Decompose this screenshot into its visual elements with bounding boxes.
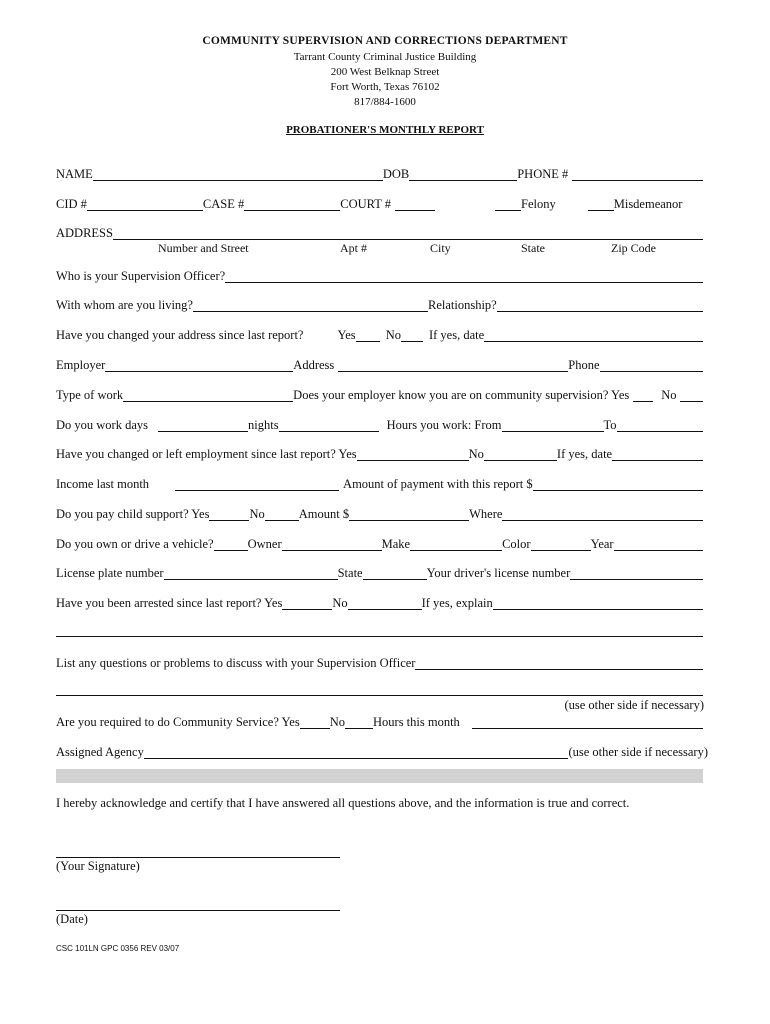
arrested-no-field[interactable] [348,596,422,610]
child-support-row [56,505,703,521]
assigned-agency-row [56,743,708,759]
changed-employment-row [56,445,703,461]
arrested-explain-field[interactable] [493,596,703,610]
make-label: Make [381,537,411,551]
payment-field[interactable] [533,477,703,491]
phone-field[interactable] [572,167,703,181]
department-title: COMMUNITY SUPERVISION AND CORRECTIONS DEPARTMENT [202,35,568,47]
phone-label: PHONE # [517,167,569,181]
work-days-row [56,416,703,432]
date-label: (Date) [56,912,88,926]
changed-address-yes-label: Yes [337,328,356,342]
license-plate-field[interactable] [164,566,338,580]
income-label: Income last month [56,477,150,491]
city-state-zip: Fort Worth, Texas 76102 [330,81,440,93]
signature-label: (Your Signature) [56,859,140,873]
owner-field[interactable] [282,537,382,551]
use-other-side-note: (use other side if necessary) [564,698,704,712]
relationship-label: Relationship? [427,298,497,312]
living-with-label: With whom are you living? [56,298,193,312]
felony-label: Felony [521,197,556,211]
city-caption: City [430,241,451,255]
arrested-label: Have you been arrested since last report? Yes [56,596,283,610]
payment-label: Amount of payment with this report $ [343,477,533,491]
income-row [56,475,703,491]
child-support-yes-field[interactable] [209,507,249,521]
changed-address-yes-field[interactable] [356,328,380,342]
dob-label: DOB [382,167,410,181]
child-support-where-label: Where [469,507,503,521]
signature-line[interactable] [56,857,340,858]
color-field[interactable] [531,537,591,551]
arrested-row [56,594,703,610]
misdemeanor-checkbox[interactable] [588,197,614,211]
drivers-license-field[interactable] [570,566,703,580]
vehicle-row [56,535,703,551]
community-service-label: Are you required to do Community Service? Yes [56,715,300,729]
questions-row [56,654,703,670]
employer-address-label: Address [293,358,335,372]
name-field[interactable] [93,167,383,181]
state-caption: State [521,241,545,255]
employer-field[interactable] [105,358,293,372]
hours-to-label: To [603,418,617,432]
employer-row [56,356,703,372]
supervision-officer-label: Who is your Supervision Officer? [56,269,226,283]
nights-label: nights [248,418,279,432]
address-field[interactable] [113,226,703,240]
plate-state-label: State [337,566,363,580]
supervision-officer-field[interactable] [225,269,703,283]
license-plate-label: License plate number [56,566,164,580]
make-field[interactable] [410,537,502,551]
supervision-officer-row [56,267,703,283]
hours-month-label: Hours this month [373,715,460,729]
vehicle-label: Do you own or drive a vehicle? [56,537,214,551]
employer-know-no-label: No [661,388,677,402]
misdemeanor-label: Misdemeanor [613,197,683,211]
changed-address-no-field[interactable] [401,328,423,342]
license-plate-row [56,564,703,580]
number-street-caption: Number and Street [158,241,249,255]
changed-address-date-label: If yes, date [428,328,485,342]
community-service-no-field[interactable] [345,715,373,729]
name-row [56,165,703,181]
community-service-row [56,713,703,729]
income-field[interactable] [175,477,339,491]
type-of-work-label: Type of work [56,388,124,402]
cid-label: CID # [56,197,87,211]
year-field[interactable] [614,537,703,551]
living-with-field[interactable] [193,298,428,312]
hours-from-field[interactable] [502,418,604,432]
hours-to-field[interactable] [617,418,703,432]
child-support-where-field[interactable] [502,507,703,521]
court-label: COURT # [340,197,391,211]
arrested-no-label: No [332,596,348,610]
court-field[interactable] [395,197,435,211]
assigned-agency-field[interactable] [144,745,569,759]
dob-field[interactable] [409,167,517,181]
work-days-field[interactable] [158,418,248,432]
color-label: Color [502,537,531,551]
work-days-label: Do you work days [56,418,149,432]
zip-caption: Zip Code [611,241,656,255]
employer-phone-label: Phone [568,358,600,372]
cid-field[interactable] [87,197,203,211]
hours-month-field[interactable] [472,715,703,729]
questions-label: List any questions or problems to discuss with your Supervision Officer [56,656,416,670]
child-support-amount-field[interactable] [349,507,469,521]
community-service-no-label: No [329,715,345,729]
year-label: Year [590,537,614,551]
child-support-amount-label: Amount $ [298,507,350,521]
type-of-work-field[interactable] [123,388,293,402]
changed-employment-no-field[interactable] [484,447,557,461]
case-field[interactable] [244,197,340,211]
drivers-license-label: Your driver's license number [426,566,571,580]
changed-employment-date-label: If yes, date [556,447,613,461]
address-row [56,224,703,240]
name-label: NAME [56,167,93,181]
employer-know-no-field[interactable] [680,388,703,402]
changed-employment-no-label: No [468,447,484,461]
report-title: PROBATIONER'S MONTHLY REPORT [286,124,484,136]
changed-employment-date-field[interactable] [612,447,703,461]
department-phone: 817/884-1600 [354,96,416,108]
employer-label: Employer [56,358,106,372]
changed-address-no-label: No [385,328,401,342]
vehicle-answer-field[interactable] [214,537,248,551]
changed-address-row [56,326,703,342]
felony-checkbox[interactable] [495,197,521,211]
community-service-yes-field[interactable] [300,715,330,729]
changed-employment-yes-field[interactable] [357,447,469,461]
questions-field[interactable] [415,656,703,670]
certification-text: I hereby acknowledge and certify that I have answered all questions above, and the information is true and correct. [56,796,630,810]
agency-use-other-side-note: (use other side if necessary) [568,745,708,759]
employer-know-label: Does your employer know you are on community supervision? Yes [293,388,630,402]
case-row [56,195,703,211]
plate-state-field[interactable] [363,566,427,580]
changed-address-date-field[interactable] [484,328,703,342]
employer-address-field[interactable] [338,358,568,372]
street-address: 200 West Belknap Street [330,66,440,78]
case-label: CASE # [202,197,245,211]
hours-from-label: Hours you work: From [386,418,502,432]
child-support-no-label: No [249,507,265,521]
arrested-explain-line[interactable] [56,636,703,637]
nights-field[interactable] [279,418,379,432]
questions-line[interactable] [56,695,703,696]
changed-address-label: Have you changed your address since last report? [56,328,304,342]
arrested-explain-label: If yes, explain [421,596,493,610]
arrested-yes-field[interactable] [282,596,332,610]
child-support-no-field[interactable] [265,507,299,521]
date-line[interactable] [56,910,340,911]
assigned-agency-label: Assigned Agency [56,745,144,759]
relationship-field[interactable] [497,298,703,312]
living-row [56,296,703,312]
child-support-label: Do you pay child support? Yes [56,507,210,521]
building-name: Tarrant County Criminal Justice Building [293,51,477,63]
employer-phone-field[interactable] [600,358,703,372]
form-code: CSC 101LN GPC 0356 REV 03/07 [56,944,180,953]
apt-caption: Apt # [340,241,367,255]
address-label: ADDRESS [56,226,113,240]
employer-know-yes-field[interactable] [633,388,653,402]
owner-label: Owner [247,537,282,551]
changed-employment-label: Have you changed or left employment since last report? Yes [56,447,357,461]
type-of-work-row [56,386,703,402]
section-divider-bar [56,769,703,783]
